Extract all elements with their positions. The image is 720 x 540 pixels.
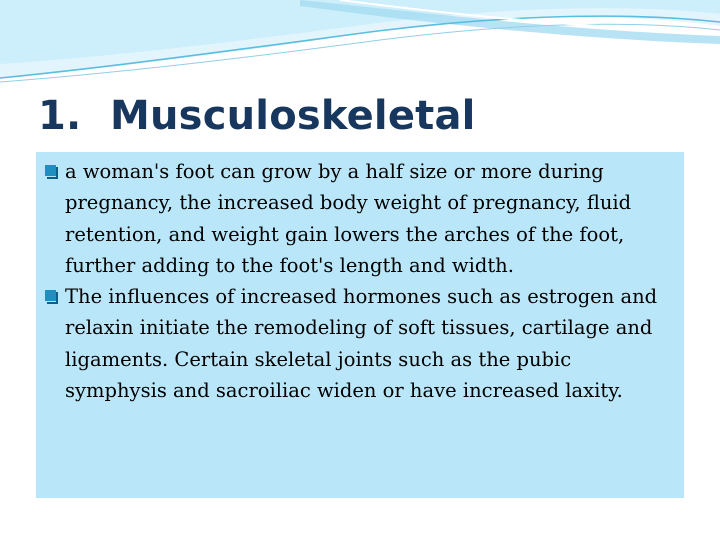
content-box	[36, 152, 684, 498]
slide-title	[38, 90, 476, 142]
bullet-text: a woman's foot can grow by a half size or more during pregnancy, the increased body weight of pregnancy, fluid retention, and weight gain lowers the arches of the foot, further adding to the foot's length and width.	[65, 160, 632, 277]
bullet-item	[44, 156, 676, 281]
bullet-text: The influences of increased hormones such as estrogen and relaxin initiate the remodeling of soft tissues, cartilage and ligaments. Certain skeletal joints such as the pubic symphysis and sacroiliac widen or have increased laxity.	[65, 285, 658, 403]
checkbox-bullet-icon	[44, 164, 59, 179]
bullet-item	[44, 281, 676, 406]
header-wave-decoration	[0, 0, 720, 90]
title-text: Musculoskeletal	[110, 93, 476, 139]
title-number: 1.	[38, 93, 82, 139]
checkbox-bullet-icon	[44, 289, 59, 304]
